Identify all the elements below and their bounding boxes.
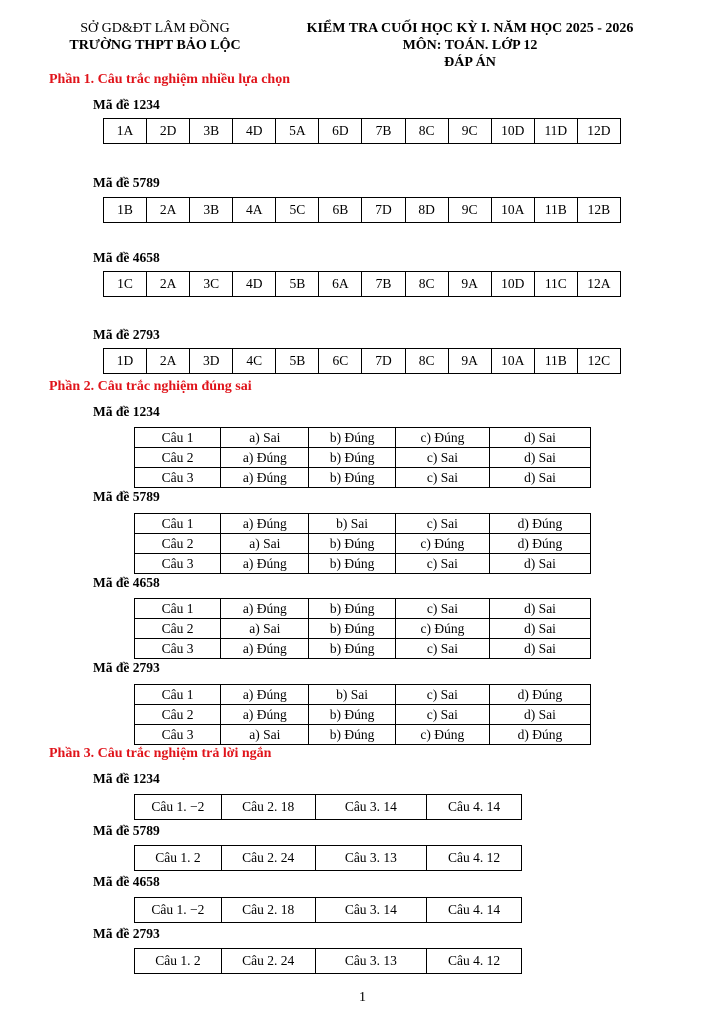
table-cell: a) Đúng <box>221 599 309 619</box>
table-cell: Câu 1. −2 <box>135 795 222 820</box>
part2-answer-table <box>134 513 591 574</box>
table-cell: d) Sai <box>490 619 591 639</box>
table-cell: b) Đúng <box>309 448 395 468</box>
answer-cell: 2A <box>147 198 190 223</box>
answer-cell: 2A <box>147 349 190 374</box>
part3-code-label: Mã đề 1234 <box>93 771 160 786</box>
answer-cell: 5C <box>276 198 319 223</box>
answer-cell: 1A <box>104 119 147 144</box>
answer-cell: 9C <box>448 198 491 223</box>
answer-cell: 11D <box>534 119 577 144</box>
table-cell: d) Đúng <box>489 725 590 745</box>
school-name: TRƯỜNG THPT BẢO LỘC <box>69 38 241 53</box>
table-row <box>135 468 591 488</box>
table-cell: d) Đúng <box>489 534 590 554</box>
answer-cell: 7D <box>362 349 405 374</box>
table-cell: b) Đúng <box>309 639 395 659</box>
table-cell: Câu 3 <box>135 468 221 488</box>
table-cell: a) Sai <box>221 428 309 448</box>
part3-code-label: Mã đề 2793 <box>93 926 160 941</box>
answer-cell: 5A <box>276 119 319 144</box>
table-row <box>135 599 591 619</box>
answer-cell: 1C <box>104 272 147 297</box>
table-cell: a) Đúng <box>221 448 309 468</box>
table-cell: c) Sai <box>395 599 489 619</box>
answer-cell: 8C <box>405 272 448 297</box>
table-cell: c) Sai <box>395 554 489 574</box>
part2-code-label: Mã đề 5789 <box>93 489 160 504</box>
table-cell: a) Đúng <box>221 705 309 725</box>
part1-answer-table <box>103 197 621 223</box>
part1-answer-table <box>103 118 621 144</box>
answer-cell: 3D <box>190 349 233 374</box>
answer-cell: 4A <box>233 198 276 223</box>
table-cell: d) Sai <box>490 639 591 659</box>
table-row <box>135 448 591 468</box>
table-cell: Câu 3. 14 <box>315 898 427 923</box>
table-cell: Câu 2. 18 <box>221 898 315 923</box>
table-cell: d) Sai <box>490 428 591 448</box>
answer-cell: 9A <box>448 349 491 374</box>
table-cell: Câu 3 <box>135 639 221 659</box>
part2-code-label: Mã đề 4658 <box>93 575 160 590</box>
table-cell: Câu 4. 12 <box>427 846 522 871</box>
answer-cell: 6D <box>319 119 362 144</box>
table-cell: d) Đúng <box>489 685 590 705</box>
answer-cell: 2D <box>147 119 190 144</box>
answer-cell: 6B <box>319 198 362 223</box>
part1-code-label: Mã đề 4658 <box>93 250 160 265</box>
table-cell: Câu 1 <box>135 685 221 705</box>
table-cell: d) Sai <box>490 448 591 468</box>
answer-cell: 5B <box>276 349 319 374</box>
table-cell: Câu 4. 14 <box>427 898 522 923</box>
answer-cell: 9A <box>448 272 491 297</box>
part1-title: Phần 1. Câu trắc nghiệm nhiều lựa chọn <box>49 72 290 87</box>
table-cell: c) Sai <box>395 468 489 488</box>
answer-cell: 11B <box>534 349 577 374</box>
part3-code-label: Mã đề 4658 <box>93 874 160 889</box>
answer-cell: 10D <box>491 272 534 297</box>
answer-cell: 4D <box>233 119 276 144</box>
answer-cell: 12D <box>577 119 620 144</box>
part2-code-label: Mã đề 1234 <box>93 404 160 419</box>
answer-cell: 11B <box>534 198 577 223</box>
table-row <box>135 534 591 554</box>
answer-cell: 12C <box>577 349 620 374</box>
table-row <box>135 705 591 725</box>
table-cell: b) Sai <box>309 685 395 705</box>
page-number: 1 <box>359 990 366 1005</box>
answer-key-title: ĐÁP ÁN <box>444 55 496 70</box>
table-cell: Câu 1 <box>135 514 221 534</box>
table-cell: Câu 2 <box>135 534 221 554</box>
table-cell: c) Đúng <box>395 725 489 745</box>
answer-cell: 8C <box>405 119 448 144</box>
table-cell: a) Đúng <box>221 468 309 488</box>
table-cell: b) Đúng <box>309 705 395 725</box>
answer-cell: 7B <box>362 119 405 144</box>
table-cell: a) Đúng <box>221 639 309 659</box>
table-cell: b) Đúng <box>309 619 395 639</box>
table-cell: Câu 2 <box>135 705 221 725</box>
answer-cell: 3C <box>190 272 233 297</box>
answer-cell: 10D <box>491 119 534 144</box>
answer-cell: 1D <box>104 349 147 374</box>
table-cell: Câu 3 <box>135 554 221 574</box>
part3-answer-table <box>134 845 522 871</box>
table-cell: d) Sai <box>490 468 591 488</box>
table-cell: Câu 2. 18 <box>221 795 315 820</box>
table-cell: b) Đúng <box>309 468 395 488</box>
part2-answer-table <box>134 427 591 488</box>
table-cell: d) Sai <box>489 705 590 725</box>
table-cell: Câu 3. 13 <box>315 949 427 974</box>
answer-cell: 6A <box>319 272 362 297</box>
table-cell: d) Sai <box>489 554 590 574</box>
part1-answer-table <box>103 348 621 374</box>
table-cell: a) Đúng <box>221 554 309 574</box>
table-row <box>135 554 591 574</box>
answer-cell: 10A <box>491 349 534 374</box>
table-cell: a) Sai <box>221 534 309 554</box>
answer-cell: 12B <box>577 198 620 223</box>
table-cell: Câu 2. 24 <box>221 846 315 871</box>
part3-code-label: Mã đề 5789 <box>93 823 160 838</box>
table-cell: Câu 1 <box>135 599 221 619</box>
answer-cell: 12A <box>577 272 620 297</box>
table-cell: b) Đúng <box>309 599 395 619</box>
answer-cell: 6C <box>319 349 362 374</box>
part3-answer-table <box>134 948 522 974</box>
table-cell: b) Đúng <box>309 554 395 574</box>
table-cell: Câu 1. 2 <box>135 846 222 871</box>
table-cell: c) Đúng <box>395 619 489 639</box>
table-cell: Câu 3. 14 <box>315 795 427 820</box>
table-cell: Câu 3 <box>135 725 221 745</box>
table-cell: c) Đúng <box>395 534 489 554</box>
table-row <box>135 619 591 639</box>
part3-title: Phần 3. Câu trắc nghiệm trả lời ngắn <box>49 746 272 761</box>
exam-header <box>270 20 670 71</box>
table-cell: a) Sai <box>221 619 309 639</box>
table-cell: c) Sai <box>395 514 489 534</box>
answer-cell: 7D <box>362 198 405 223</box>
answer-cell: 11C <box>534 272 577 297</box>
table-cell: b) Sai <box>309 514 395 534</box>
answer-cell: 4D <box>233 272 276 297</box>
table-cell: Câu 4. 12 <box>427 949 522 974</box>
part2-code-label: Mã đề 2793 <box>93 660 160 675</box>
table-cell: a) Đúng <box>221 514 309 534</box>
answer-cell: 8C <box>405 349 448 374</box>
table-cell: Câu 4. 14 <box>427 795 522 820</box>
part3-answer-table <box>134 794 522 820</box>
table-cell: c) Sai <box>395 705 489 725</box>
part1-code-label: Mã đề 5789 <box>93 175 160 190</box>
answer-cell: 7B <box>362 272 405 297</box>
part1-code-label: Mã đề 1234 <box>93 97 160 112</box>
answer-cell: 3B <box>190 198 233 223</box>
table-cell: Câu 1. 2 <box>135 949 222 974</box>
table-row <box>135 725 591 745</box>
answer-cell: 10A <box>491 198 534 223</box>
answer-cell: 4C <box>233 349 276 374</box>
table-cell: Câu 2 <box>135 619 221 639</box>
exam-subject: MÔN: TOÁN. LỚP 12 <box>402 38 538 53</box>
answer-cell: 8D <box>405 198 448 223</box>
table-cell: b) Đúng <box>309 725 395 745</box>
table-cell: b) Đúng <box>309 534 395 554</box>
table-cell: c) Sai <box>395 448 489 468</box>
part3-answer-table <box>134 897 522 923</box>
table-cell: d) Sai <box>490 599 591 619</box>
table-cell: c) Sai <box>395 639 489 659</box>
answer-cell: 2A <box>147 272 190 297</box>
table-cell: Câu 1. −2 <box>135 898 222 923</box>
exam-title: KIỂM TRA CUỐI HỌC KỲ I. NĂM HỌC 2025 - 2026 <box>306 21 634 36</box>
table-cell: a) Đúng <box>221 685 309 705</box>
table-row <box>135 639 591 659</box>
table-row <box>135 428 591 448</box>
table-cell: Câu 2 <box>135 448 221 468</box>
answer-cell: 5B <box>276 272 319 297</box>
department-name: SỞ GD&ĐT LÂM ĐỒNG <box>80 21 230 36</box>
part2-title: Phần 2. Câu trắc nghiệm đúng sai <box>49 379 252 394</box>
part1-code-label: Mã đề 2793 <box>93 327 160 342</box>
part2-answer-table <box>134 684 591 745</box>
table-cell: Câu 3. 13 <box>315 846 427 871</box>
answer-cell: 9C <box>448 119 491 144</box>
table-cell: c) Sai <box>395 685 489 705</box>
table-cell: Câu 2. 24 <box>221 949 315 974</box>
table-row <box>135 514 591 534</box>
part2-answer-table <box>134 598 591 659</box>
part1-answer-table <box>103 271 621 297</box>
table-cell: b) Đúng <box>309 428 395 448</box>
table-cell: c) Đúng <box>395 428 489 448</box>
table-row <box>135 685 591 705</box>
table-cell: Câu 1 <box>135 428 221 448</box>
answer-cell: 3B <box>190 119 233 144</box>
table-cell: a) Sai <box>221 725 309 745</box>
table-cell: d) Đúng <box>489 514 590 534</box>
school-header <box>40 20 270 54</box>
answer-cell: 1B <box>104 198 147 223</box>
